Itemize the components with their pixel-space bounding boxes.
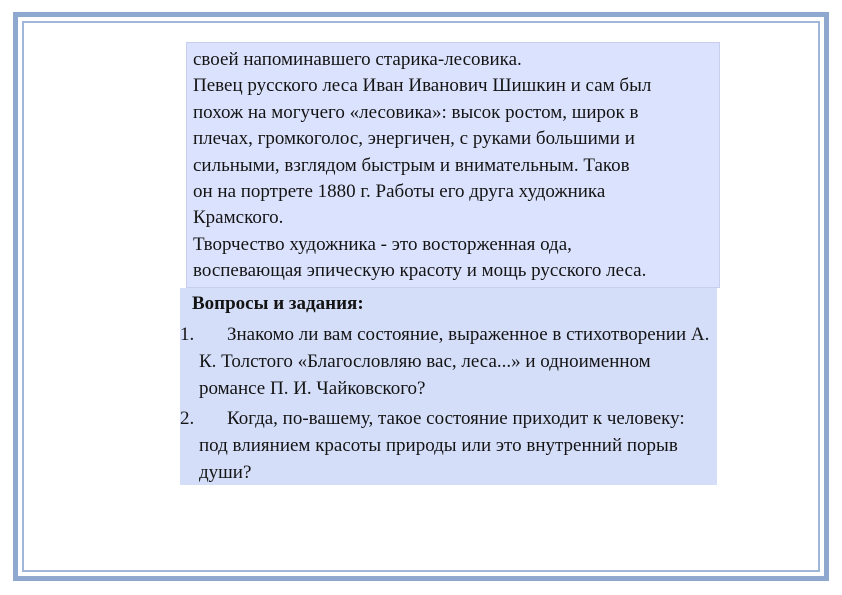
biography-text-box [186, 42, 720, 288]
text-line: сильными, взглядом быстрым и внимательным. Таков [193, 154, 630, 176]
questions-box [180, 288, 717, 485]
question-item [180, 405, 710, 486]
text-line: воспевающая эпическую красоту и мощь русского леса. [193, 260, 647, 282]
text-line: Творчество художника - это восторженная ода, [193, 233, 572, 255]
text-line: похож на могучего «лесовика»: высок ростом, широк в [193, 101, 639, 123]
questions-title: Вопросы и задания: [192, 293, 364, 314]
text-line: Крамского. [193, 207, 284, 229]
text-line: он на портрете 1880 г. Работы его друга художника [193, 181, 606, 203]
question-item [180, 321, 710, 402]
text-line: своей напоминавшего старика-лесовика. [193, 49, 522, 70]
text-line: Певец русского леса Иван Иванович Шишкин и сам был [193, 75, 652, 97]
text-line: плечах, громкоголос, энергичен, с руками большими и [193, 128, 635, 150]
question-text: Знакомо ли вам состояние, выраженное в стихотворении А. К. Толстого «Благословляю вас, леса...» и одноименном романсе П. И. Чайковского? [199, 324, 710, 399]
question-text: Когда, по-вашему, такое состояние приходит к человеку: под влиянием красоты природы или это внутренний порыв души? [199, 408, 685, 483]
question-number: 1. [180, 324, 195, 345]
question-number: 2. [180, 408, 195, 429]
